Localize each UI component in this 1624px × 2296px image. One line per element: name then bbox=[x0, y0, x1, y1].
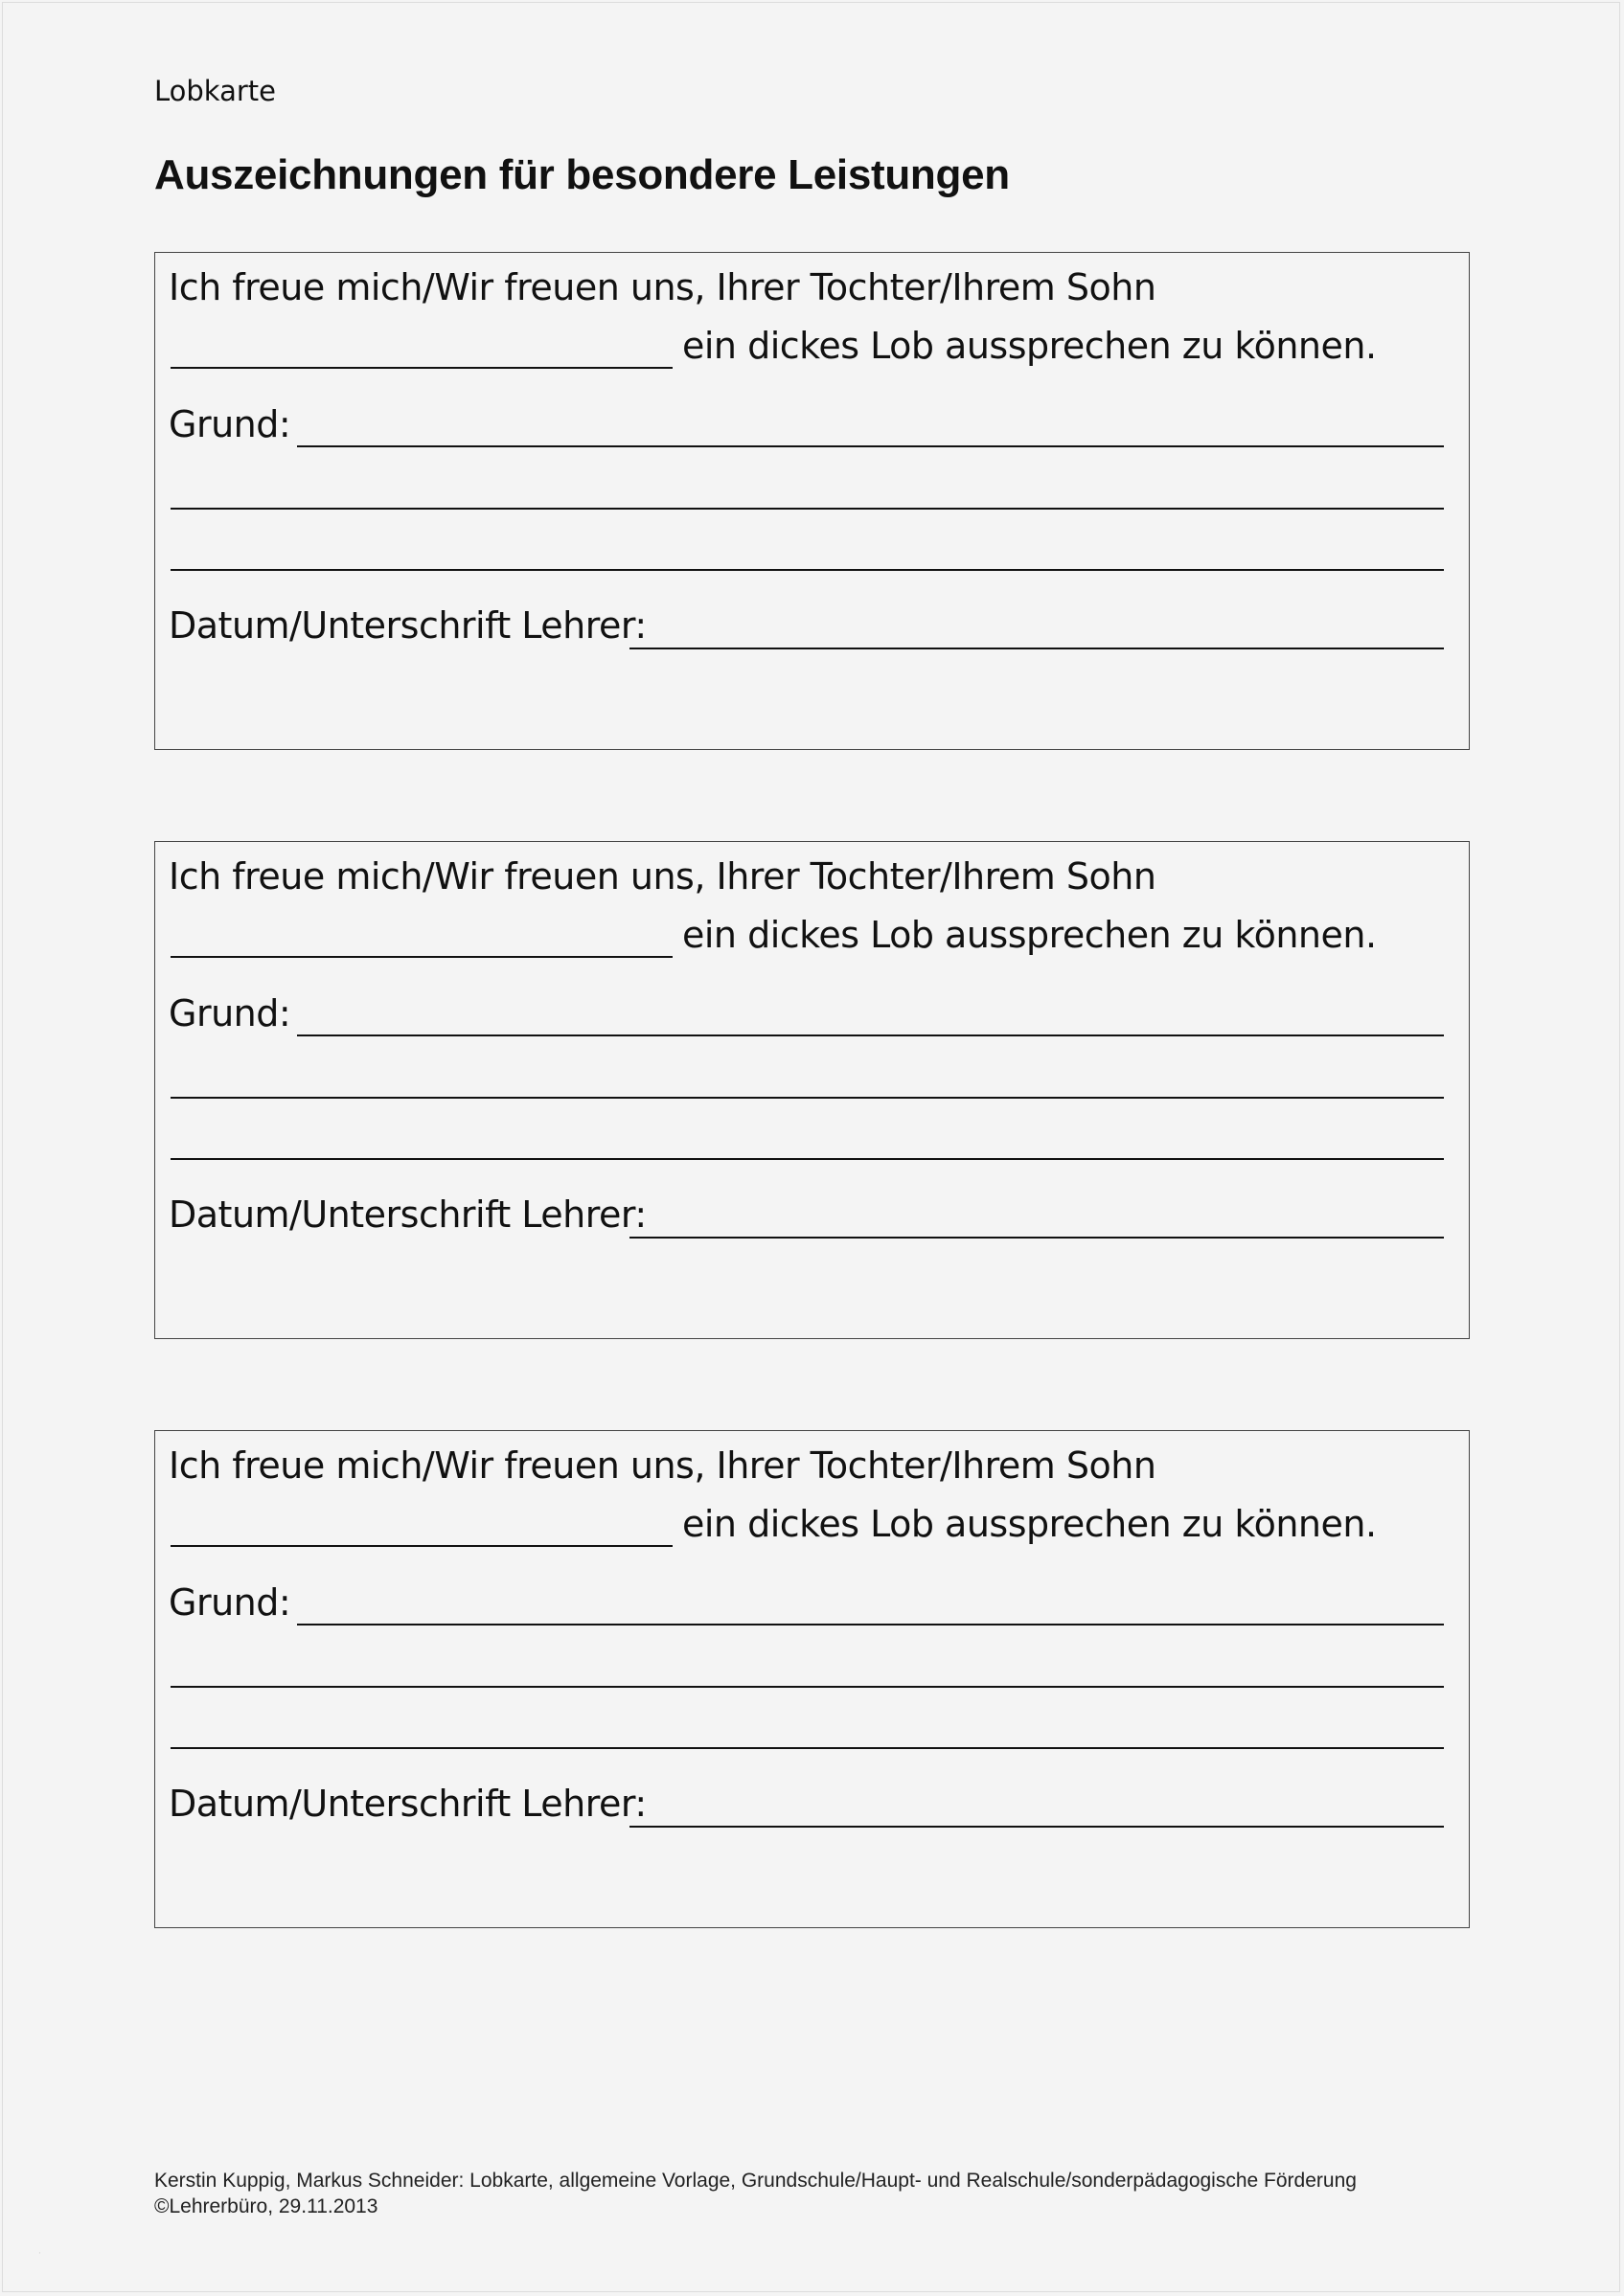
header-label: Lobkarte bbox=[154, 75, 276, 107]
reason-line-3[interactable] bbox=[171, 569, 1444, 571]
reason-line-3[interactable] bbox=[171, 1158, 1444, 1160]
reason-line-1[interactable] bbox=[297, 1034, 1444, 1036]
footer-credits bbox=[154, 2168, 1357, 2219]
footer-authors: Kerstin Kuppig, Markus Schneider: Lobkarte, allgemeine Vorlage, Grundschule/Haupt- und Realschule/sonderpädagogische Förderung bbox=[154, 2170, 1357, 2192]
card-intro-text: Ich freue mich/Wir freuen uns, Ihrer Tochter/Ihrem Sohn bbox=[169, 266, 1156, 308]
card-praise-text: ein dickes Lob aussprechen zu können. bbox=[682, 325, 1377, 367]
signature-label: Datum/Unterschrift Lehrer: bbox=[169, 604, 647, 647]
signature-label: Datum/Unterschrift Lehrer: bbox=[169, 1193, 647, 1236]
praise-card bbox=[154, 1430, 1470, 1928]
reason-label: Grund: bbox=[169, 403, 291, 445]
signature-line[interactable] bbox=[629, 648, 1444, 649]
student-name-line[interactable] bbox=[171, 367, 673, 369]
reason-line-3[interactable] bbox=[171, 1747, 1444, 1749]
signature-line[interactable] bbox=[629, 1237, 1444, 1239]
reason-line-2[interactable] bbox=[171, 1097, 1444, 1099]
card-intro-text: Ich freue mich/Wir freuen uns, Ihrer Tochter/Ihrem Sohn bbox=[169, 1444, 1156, 1487]
page-title: Auszeichnungen für besondere Leistungen bbox=[154, 151, 1010, 198]
card-praise-text: ein dickes Lob aussprechen zu können. bbox=[682, 1503, 1377, 1545]
signature-label: Datum/Unterschrift Lehrer: bbox=[169, 1783, 647, 1825]
reason-line-1[interactable] bbox=[297, 1624, 1444, 1625]
praise-card bbox=[154, 841, 1470, 1339]
footer-copyright: ©Lehrerbüro, 29.11.2013 bbox=[154, 2195, 378, 2217]
reason-label: Grund: bbox=[169, 1581, 291, 1624]
reason-line-2[interactable] bbox=[171, 508, 1444, 510]
reason-line-1[interactable] bbox=[297, 445, 1444, 447]
signature-line[interactable] bbox=[629, 1826, 1444, 1828]
praise-card bbox=[154, 252, 1470, 750]
student-name-line[interactable] bbox=[171, 1545, 673, 1547]
reason-line-2[interactable] bbox=[171, 1686, 1444, 1688]
student-name-line[interactable] bbox=[171, 956, 673, 958]
reason-label: Grund: bbox=[169, 992, 291, 1034]
card-intro-text: Ich freue mich/Wir freuen uns, Ihrer Tochter/Ihrem Sohn bbox=[169, 855, 1156, 898]
card-praise-text: ein dickes Lob aussprechen zu können. bbox=[682, 914, 1377, 956]
page-mark: · bbox=[38, 2249, 41, 2259]
